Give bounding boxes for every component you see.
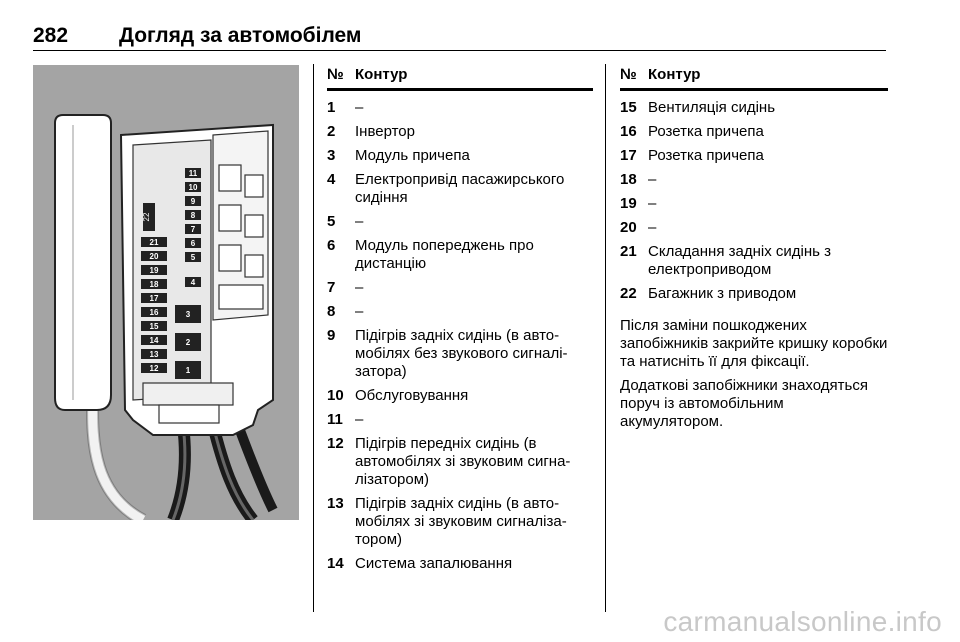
fuse-label-14: 14 — [149, 336, 159, 345]
table-row — [620, 243, 888, 279]
paragraph-replace-fuses: Після заміни пошкоджених запобіжників закрийте кришку коробки та натисніть її для фіксації. — [620, 317, 888, 370]
table-row — [327, 495, 593, 549]
column-divider-right — [605, 64, 606, 612]
table-row — [327, 435, 593, 489]
fuse-label-20: 20 — [149, 252, 159, 261]
row-number: 18 — [620, 171, 637, 188]
row-number: 22 — [620, 285, 637, 302]
row-circuit: Електропривід пасажирського сидіння — [355, 171, 565, 206]
row-circuit: Багажник з приводом — [648, 285, 797, 302]
fuse-table-left — [327, 66, 593, 573]
row-circuit: Інвертор — [355, 123, 415, 140]
table-row — [620, 147, 888, 165]
table-row — [620, 99, 888, 117]
row-number: 5 — [327, 213, 336, 230]
row-number: 9 — [327, 327, 336, 344]
fuse-label-5: 5 — [190, 253, 196, 262]
fuse-label-19: 19 — [149, 266, 159, 275]
table-row — [327, 123, 593, 141]
fuse-label-9: 9 — [190, 197, 196, 206]
row-circuit: Складання задніх сидінь з електроприводом — [648, 243, 831, 278]
column-divider-left — [313, 64, 314, 612]
row-number: 14 — [327, 555, 344, 572]
fuse-label-16: 16 — [149, 308, 159, 317]
row-circuit: Розетка причепа — [648, 123, 764, 140]
fuse-label-10: 10 — [188, 183, 198, 192]
table-row — [327, 213, 593, 231]
row-number: 19 — [620, 195, 637, 212]
watermark: carmanualsonline.info — [663, 606, 942, 637]
row-circuit: Система запалювання — [355, 555, 513, 572]
table-row — [327, 237, 593, 273]
fuse-box-illustration — [33, 65, 299, 520]
fuse-label-1: 1 — [185, 366, 191, 375]
row-circuit: – — [648, 195, 657, 212]
row-circuit: Підігрів задніх сидінь (в автомобілях без звукового сигналізатора) — [355, 327, 568, 380]
row-circuit: – — [355, 411, 364, 428]
row-circuit: Вентиляція сидінь — [648, 99, 776, 116]
fuse-label-15: 15 — [149, 322, 159, 331]
table-header — [620, 66, 888, 91]
table-row — [620, 123, 888, 141]
fuse-box-drawing — [33, 65, 299, 520]
row-number: 10 — [327, 387, 344, 404]
table-row — [327, 303, 593, 321]
fuse-label-4: 4 — [190, 278, 196, 287]
row-circuit: Модуль попереджень про дистанцію — [355, 237, 534, 272]
fuse-label-2: 2 — [185, 338, 191, 347]
row-circuit: Підігрів задніх сидінь (в автомобілях зі звуковим сигналізатором) — [355, 495, 567, 548]
row-number: 7 — [327, 279, 336, 296]
row-circuit: Підігрів передніх сидінь (в автомобілях зі звуковим сигналізатором) — [355, 435, 571, 488]
row-number: 8 — [327, 303, 336, 320]
table-row — [327, 555, 593, 573]
table-row — [620, 171, 888, 189]
table-row — [327, 411, 593, 429]
fuse-label-17: 17 — [149, 294, 159, 303]
table-row — [327, 279, 593, 297]
row-circuit: Модуль причепа — [355, 147, 470, 164]
fuse-table-right — [620, 66, 888, 431]
fuse-label-8: 8 — [190, 211, 196, 220]
table-row — [620, 285, 888, 303]
table-row — [327, 147, 593, 165]
row-number: 11 — [327, 411, 343, 428]
page-number: 282 — [33, 24, 69, 47]
row-circuit: – — [355, 213, 364, 230]
row-number: 4 — [327, 171, 336, 188]
row-circuit: Обслуговування — [355, 387, 469, 404]
row-circuit: – — [355, 99, 364, 116]
header-rule — [33, 50, 886, 51]
row-circuit: – — [355, 279, 364, 296]
row-number: 20 — [620, 219, 637, 236]
table-row — [327, 327, 593, 381]
row-circuit: – — [648, 171, 657, 188]
fuse-label-11: 11 — [188, 169, 198, 178]
row-number: 3 — [327, 147, 336, 164]
table-row — [620, 219, 888, 237]
row-number: 1 — [327, 99, 336, 116]
paragraph-extra-fuses: Додаткові запобіжники знаходяться поруч із автомобільним акумулятором. — [620, 377, 868, 430]
table-row — [620, 195, 888, 213]
row-number: 13 — [327, 495, 344, 512]
row-number: 2 — [327, 123, 336, 140]
row-number: 6 — [327, 237, 336, 254]
table-row — [327, 99, 593, 117]
row-number: 21 — [620, 243, 637, 260]
table-row — [327, 387, 593, 405]
fuse-label-6: 6 — [190, 239, 196, 248]
fuse-label-3: 3 — [185, 310, 191, 319]
header-circuit: Контур — [355, 66, 408, 83]
row-number: 17 — [620, 147, 637, 164]
row-number: 16 — [620, 123, 637, 140]
row-circuit: Розетка причепа — [648, 147, 764, 164]
page-title: Догляд за автомобілем — [119, 24, 362, 47]
row-number: 15 — [620, 99, 637, 116]
fuse-label-7: 7 — [190, 225, 196, 234]
header-number: № — [620, 66, 637, 83]
row-number: 12 — [327, 435, 344, 452]
fuse-label-18: 18 — [149, 280, 159, 289]
table-row — [327, 171, 593, 207]
row-circuit: – — [648, 219, 657, 236]
fuse-label-13: 13 — [149, 350, 159, 359]
header-circuit: Контур — [648, 66, 701, 83]
table-header — [327, 66, 593, 91]
fuse-label-12: 12 — [149, 364, 159, 373]
fuse-label-22: 22 — [142, 212, 151, 222]
fuse-label-21: 21 — [149, 238, 159, 247]
header-number: № — [327, 66, 344, 83]
row-circuit: – — [355, 303, 364, 320]
